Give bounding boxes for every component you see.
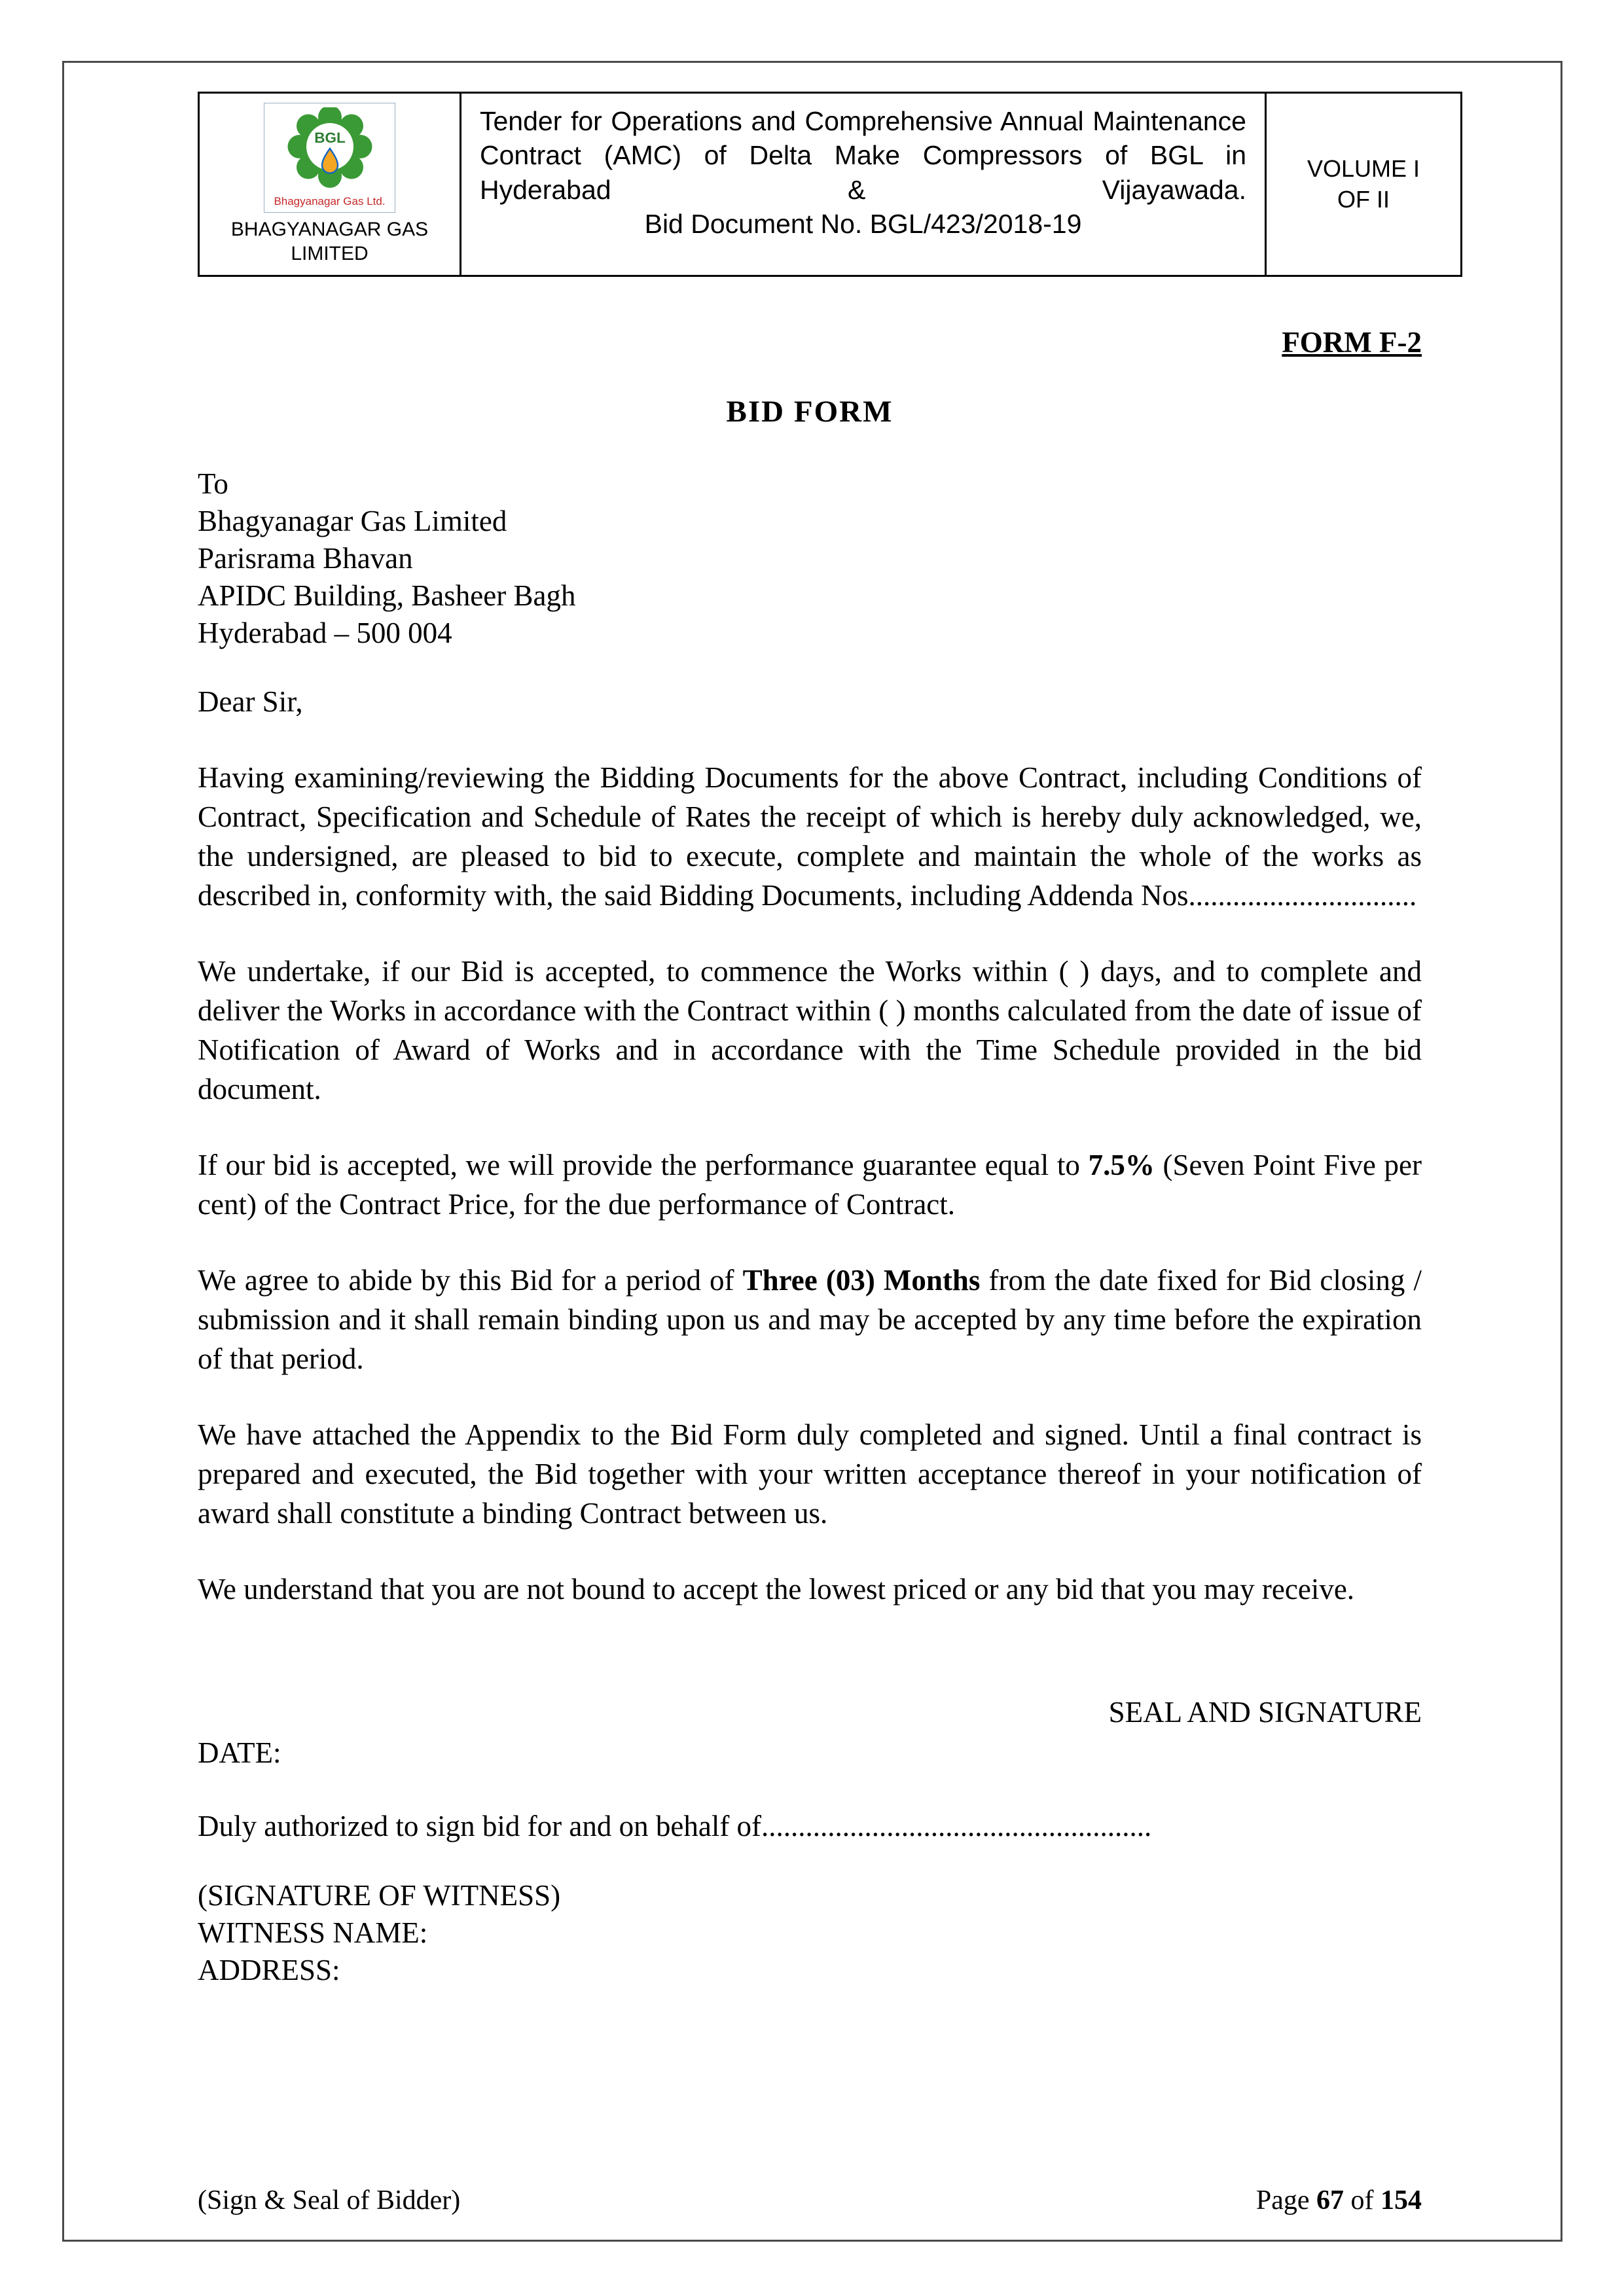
- paragraph-undertake: We undertake, if our Bid is accepted, to commence the Works within ( ) days, and to complete and deliver the Works in accordance with the Contract within ( ) months calculated from the date of issue of Notification of Award of Works and in accordance with the Time Schedule provided in the bid document.: [198, 955, 1422, 1105]
- paragraph-performance-guarantee: [198, 1145, 1422, 1224]
- page-footer: [198, 2185, 1422, 2216]
- p4-pre: We agree to abide by this Bid for a period of: [198, 1264, 743, 1297]
- footer-of-word: of: [1344, 2185, 1380, 2215]
- org-name: BHAGYANAGAR GAS LIMITED: [230, 219, 429, 264]
- salutation: Dear Sir,: [198, 685, 303, 718]
- footer-sign-seal: (Sign & Seal of Bidder): [198, 2185, 461, 2215]
- p3-post: (Seven Point Five per cent) of the Contract Price, for the due performance of Contract.: [198, 1149, 1422, 1221]
- form-number-label: FORM F-2: [1282, 326, 1422, 359]
- seal-and-signature-label: SEAL AND SIGNATURE: [1108, 1696, 1422, 1729]
- recipient-line: Bhagyanagar Gas Limited: [198, 505, 507, 537]
- p4-post: from the date fixed for Bid closing / submission and it shall remain binding upon us and may be accepted by any time before the expiration of that period.: [198, 1264, 1422, 1375]
- footer-page-num: 67: [1316, 2185, 1344, 2215]
- witness-signature-label: (SIGNATURE OF WITNESS): [198, 1879, 561, 1912]
- tender-title: Tender for Operations and Comprehensive Annual Maintenance Contract (AMC) of Delta Make Compressors of BGL in Hyderabad & Vijayawada.: [480, 106, 1246, 205]
- paragraph-appendix: We have attached the Appendix to the Bid Form duly completed and signed. Until a final contract is prepared and executed, the Bid together with your written acceptance thereof in your notification of award shall constitute a binding Contract between us.: [198, 1418, 1422, 1530]
- witness-name-label: WITNESS NAME:: [198, 1916, 428, 1949]
- p3-pre: If our bid is accepted, we will provide the performance guarantee equal to: [198, 1149, 1089, 1181]
- paragraph-bid-validity: [198, 1261, 1422, 1378]
- recipient-line: APIDC Building, Basheer Bagh: [198, 579, 576, 612]
- witness-address-label: ADDRESS:: [198, 1954, 340, 1986]
- footer-page-number: [1256, 2185, 1422, 2216]
- svg-text:BGL: BGL: [314, 130, 346, 146]
- recipient-line: To: [198, 467, 228, 500]
- logo-box: [264, 103, 395, 213]
- bid-document-number: Bid Document No. BGL/423/2018-19: [644, 209, 1082, 240]
- recipient-line: Hyderabad – 500 004: [198, 617, 452, 649]
- paragraph-having-examined: Having examining/reviewing the Bidding Documents for the above Contract, including Conditions of Contract, Specification and Schedule of Rates the receipt of which is hereby duly acknowledged, we, the undersigned, are pleased to bid to execute, complete and maintain the whole of the works as described in, conformity with, the said Bidding Documents, including Addenda Nos...............................: [198, 761, 1422, 912]
- header-logo-cell: [200, 94, 461, 275]
- logo-tagline: Bhagyanagar Gas Ltd.: [274, 195, 386, 207]
- header-volume-cell: [1267, 94, 1460, 275]
- volume-line2: OF II: [1337, 185, 1390, 213]
- witness-block: [198, 1877, 1422, 1989]
- document-body: [198, 298, 1422, 1989]
- footer-page-total: 154: [1380, 2185, 1422, 2215]
- header-title-cell: [461, 94, 1267, 275]
- bgl-logo-icon: [281, 107, 379, 194]
- recipient-address-block: [198, 465, 1422, 652]
- header-table: [198, 92, 1462, 277]
- footer-page-word: Page: [1255, 2185, 1316, 2215]
- paragraph-not-bound: We understand that you are not bound to accept the lowest priced or any bid that you may receive.: [198, 1573, 1355, 1605]
- recipient-line: Parisrama Bhavan: [198, 542, 413, 575]
- authorized-signatory-line: Duly authorized to sign bid for and on behalf of.....................................................: [198, 1810, 1152, 1842]
- date-label: DATE:: [198, 1736, 281, 1769]
- volume-line1: VOLUME I: [1307, 154, 1420, 182]
- p4-bold-period: Three (03) Months: [742, 1264, 981, 1297]
- p3-bold-percentage: 7.5%: [1088, 1149, 1155, 1181]
- page-title: BID FORM: [726, 395, 893, 429]
